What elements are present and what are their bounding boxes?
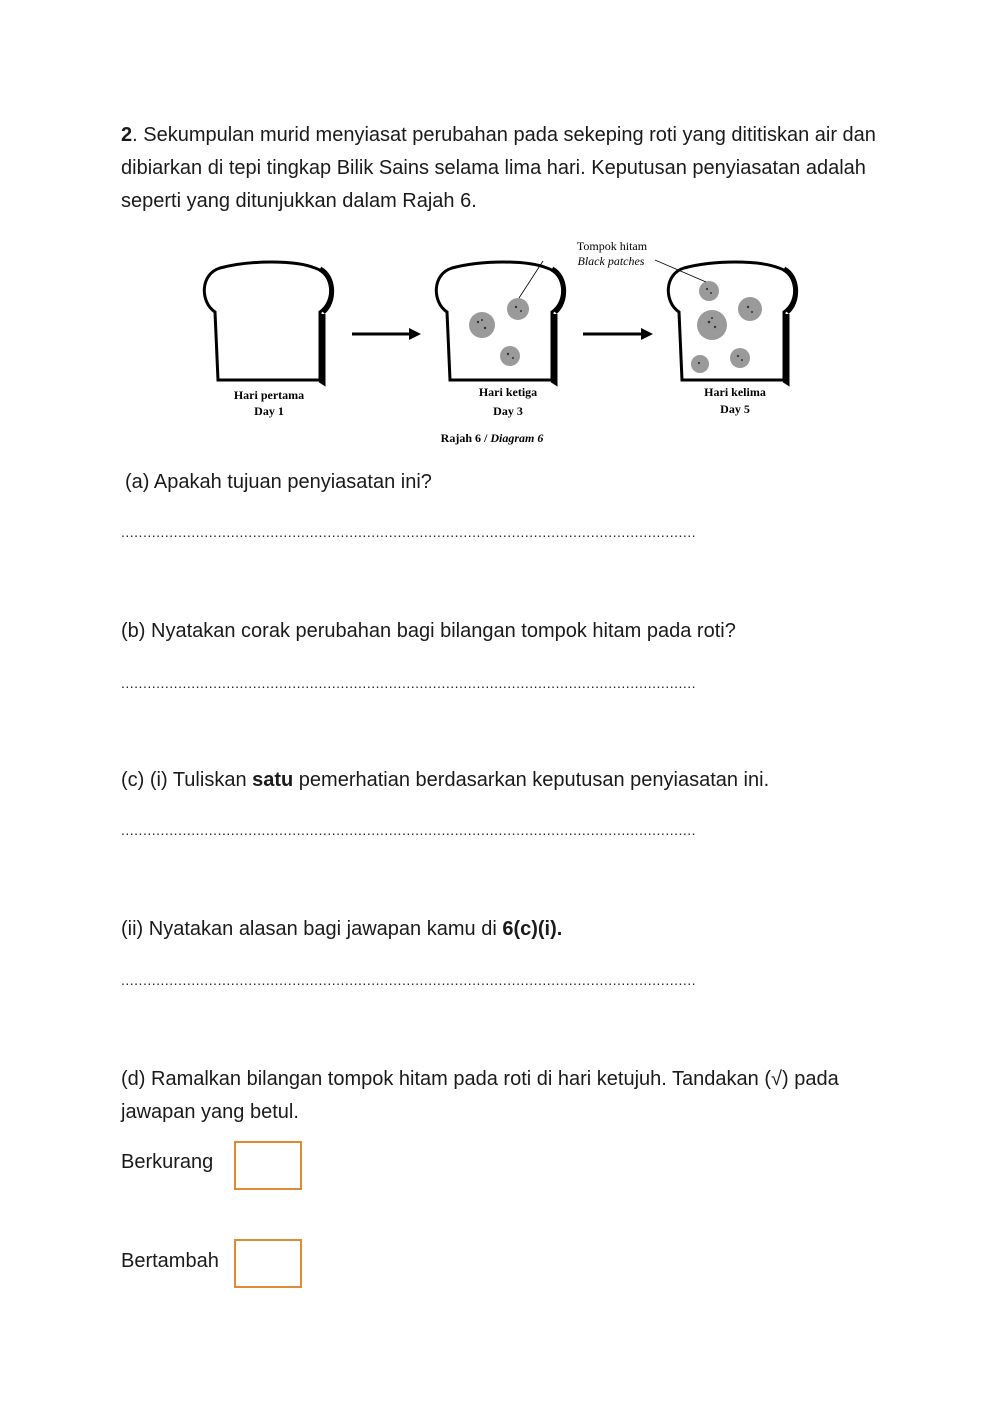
question-c-i-text-1: (c) (i) Tuliskan: [121, 769, 253, 791]
question-c-ii-bold: 6(c)(i).: [502, 918, 563, 940]
mold-patch: [697, 310, 727, 340]
day1-label-en: Day 1: [254, 404, 284, 418]
question-intro-text: . Sekumpulan murid menyiasat perubahan pada sekeping roti yang dititiskan air dan dibiarkan di tepi tingkap Bilik Sains selama lima hari. Keputusan penyiasatan adalah seperti yang ditunjukkan dalam Rajah 6.: [121, 124, 876, 212]
mold-patch: [469, 312, 495, 338]
checkbox-berkurang[interactable]: [234, 1141, 302, 1190]
day3-label-ms: Hari ketiga: [478, 385, 538, 399]
annotation-ms: Tompok hitam: [576, 239, 648, 253]
question-intro: [121, 119, 881, 218]
mold-patch: [691, 355, 709, 373]
option-label-bertambah: Bertambah: [121, 1250, 219, 1272]
annotation-en: Black patches: [577, 254, 645, 268]
checkbox-bertambah[interactable]: [234, 1239, 302, 1288]
mold-patch: [699, 281, 719, 301]
mold-patch: [730, 348, 750, 368]
question-d: (d) Ramalkan bilangan tompok hitam pada roti di hari ketujuh. Tandakan (√) pada jawapan yang betul.: [121, 1068, 839, 1123]
answer-line-c-i[interactable]: ...................................................................................................................................: [121, 822, 697, 838]
mold-patch: [738, 297, 762, 321]
question-number: 2: [121, 124, 133, 146]
option-label-berkurang: Berkurang: [121, 1151, 214, 1173]
question-c-i-bold: satu: [252, 769, 294, 791]
arrow-2: [583, 328, 653, 340]
mold-patch: [507, 298, 529, 320]
question-b: (b) Nyatakan corak perubahan bagi bilangan tompok hitam pada roti?: [121, 620, 736, 642]
arrow-1: [352, 328, 421, 340]
question-c-i: [121, 764, 769, 797]
bread-day-1: [204, 262, 331, 382]
question-a: (a) Apakah tujuan penyiasatan ini?: [125, 471, 432, 493]
bread-day-5: [668, 262, 795, 382]
bread-mold-figure: [195, 232, 815, 457]
answer-line-c-ii[interactable]: ...................................................................................................................................: [121, 972, 697, 988]
answer-line-b[interactable]: ...................................................................................................................................: [121, 675, 697, 691]
day1-label-ms: Hari pertama: [233, 388, 305, 402]
diagram-caption: Rajah 6 / Diagram 6: [440, 431, 544, 445]
question-c-ii-text: (ii) Nyatakan alasan bagi jawapan kamu di: [121, 918, 503, 940]
question-c-i-text-2: pemerhatian berdasarkan keputusan penyiasatan ini.: [293, 769, 770, 791]
day5-label-ms: Hari kelima: [704, 385, 766, 399]
day3-label-en: Day 3: [493, 404, 523, 418]
answer-line-a[interactable]: ...................................................................................................................................: [121, 524, 697, 540]
bread-day-3: [436, 262, 563, 382]
bread-diagram: [195, 232, 815, 457]
mold-patch: [500, 346, 520, 366]
question-c-ii: [121, 913, 562, 946]
day5-label-en: Day 5: [720, 402, 750, 416]
